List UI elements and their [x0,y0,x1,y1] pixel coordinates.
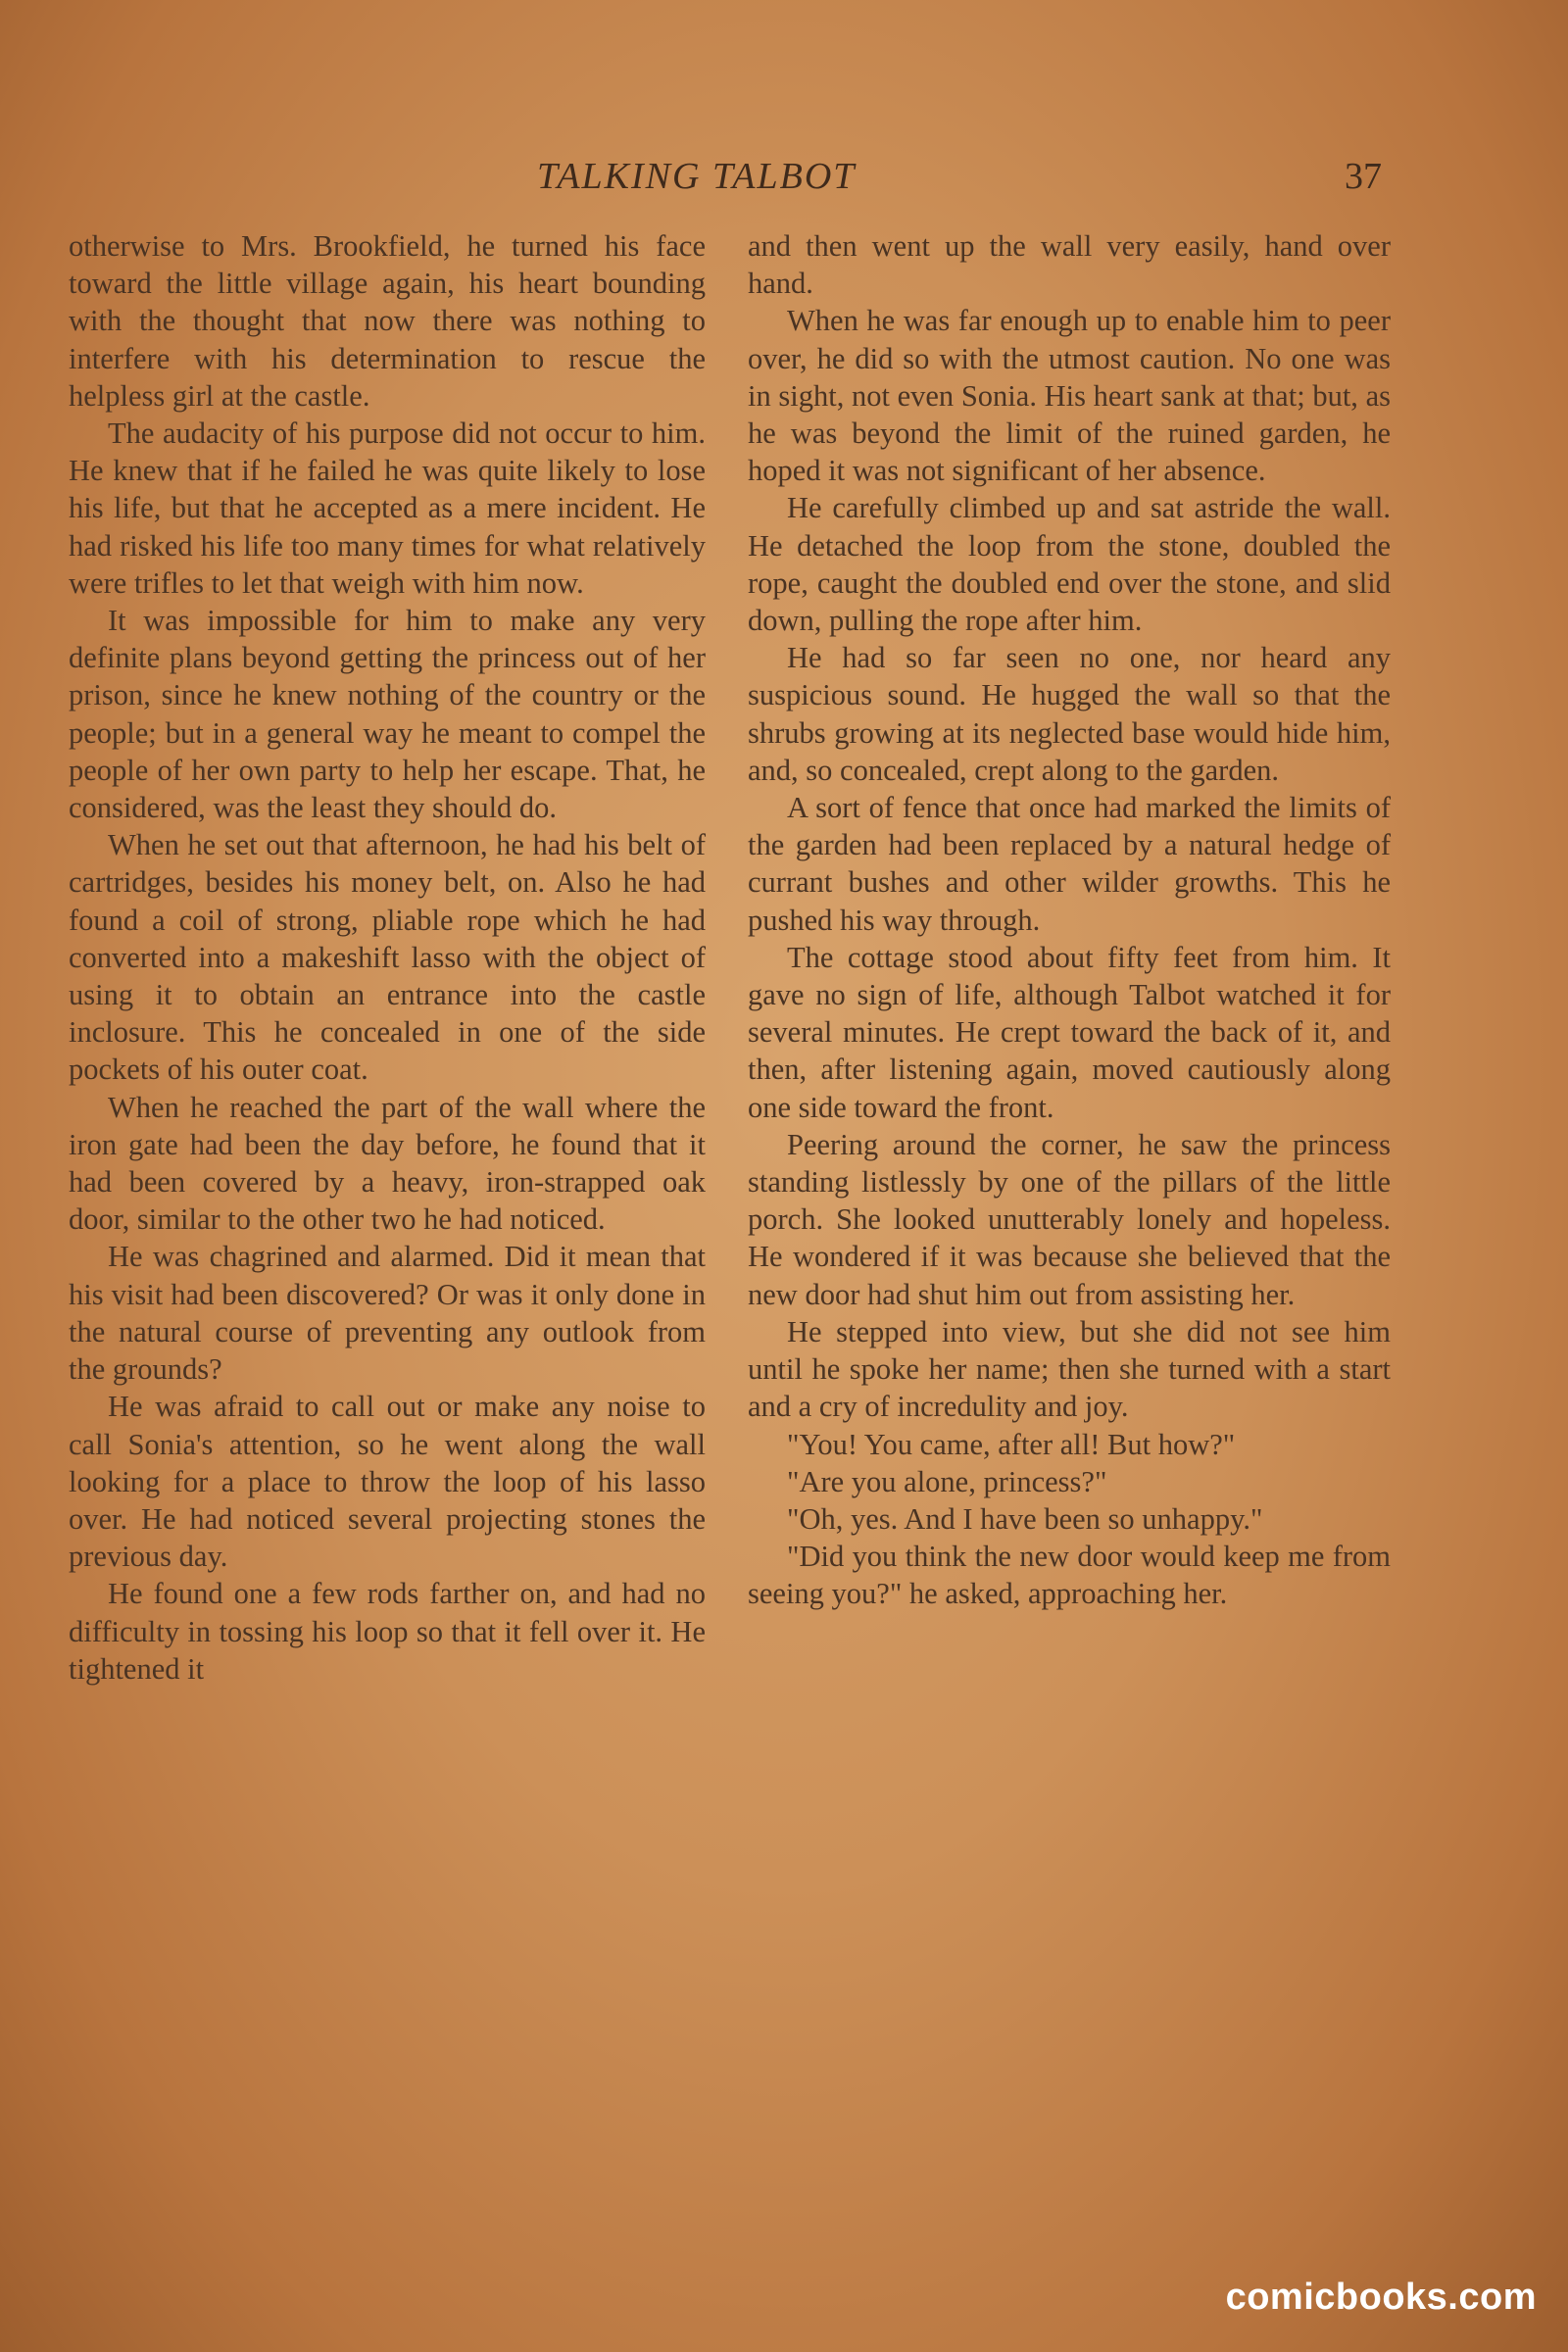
paragraph: The cottage stood about fifty feet from him. It gave no sign of life, although Talbot watched it for several minutes. He crept toward the back of it, and then, after listening again, moved cautiously along one side toward the front. [748,940,1391,1124]
paragraph: He found one a few rods farther on, and had no difficulty in tossing his loop so that it fell over it. He tightened it [69,1577,706,1686]
paragraph: "Oh, yes. And I have been so unhappy." [787,1501,1263,1536]
running-head [0,155,1568,204]
paragraph: "Are you alone, princess?" [787,1464,1107,1498]
right-column [748,227,1391,1613]
paragraph: and then went up the wall very easily, hand over hand. [748,229,1391,301]
paragraph: It was impossible for him to make any very definite plans beyond getting the princess out of her prison, since he knew nothing of the country or the people; but in a general way he meant to compel the people of her own party to help her escape. That, he considered, was the least they should do. [69,604,706,825]
paragraph: Peering around the corner, he saw the princess standing listlessly by one of the pillars of the little porch. She looked unutterably lonely and hopeless. He wondered if it was because she believed that the new door had shut him out from assisting her. [748,1127,1391,1311]
watermark: comicbooks.com [1225,2277,1537,2318]
paragraph: "Did you think the new door would keep me from seeing you?" he asked, approaching her. [748,1540,1391,1611]
paragraph: "You! You came, after all! But how?" [787,1427,1236,1461]
paragraph: He was chagrined and alarmed. Did it mean that his visit had been discovered? Or was it only done in the natural course of preventing any outlook from the grounds? [69,1240,706,1387]
paragraph: A sort of fence that once had marked the limits of the garden had been replaced by a natural hedge of currant bushes and other wilder growths. This he pushed his way through. [748,791,1391,937]
paragraph: When he was far enough up to enable him to peer over, he did so with the utmost caution. No one was in sight, not even Sonia. His heart sank at that; but, as he was beyond the limit of the ruined garden, he hoped it was not significant of her absence. [748,304,1391,488]
paragraph: He stepped into view, but she did not see him until he spoke her name; then she turned with a start and a cry of incredulity and joy. [748,1314,1391,1424]
paragraph: He had so far seen no one, nor heard any suspicious sound. He hugged the wall so that the shrubs growing at its neglected base would hide him, and, so concealed, crept along to the garden. [748,641,1391,787]
paragraph: The audacity of his purpose did not occur to him. He knew that if he failed he was quite likely to lose his life, but that he accepted as a mere incident. He had risked his life too many times for what relatively were trifles to let that weigh with him now. [69,416,706,600]
running-title: TALKING TALBOT [537,156,857,197]
paragraph: otherwise to Mrs. Brookfield, he turned his face toward the little village again, his heart bounding with the thought that now there was nothing to interfere with his determination to rescue the helpless girl at the castle. [69,229,706,413]
page-number: 37 [1345,156,1382,197]
paragraph: He was afraid to call out or make any noise to call Sonia's attention, so he went along the wall looking for a place to throw the loop of his lasso over. He had noticed several projecting stones the previous day. [69,1390,706,1574]
paragraph: He carefully climbed up and sat astride the wall. He detached the loop from the stone, doubled the rope, caught the doubled end over the stone, and slid down, pulling the rope after him. [748,491,1391,638]
left-column [69,227,706,1688]
paragraph: When he reached the part of the wall where the iron gate had been the day before, he found that it had been covered by a heavy, iron-strapped oak door, similar to the other two he had noticed. [69,1090,706,1237]
paragraph: When he set out that afternoon, he had his belt of cartridges, besides his money belt, on. Also he had found a coil of strong, pliable rope which he had converted into a makeshift lasso with the object of using it to obtain an entrance into the castle inclosure. This he concealed in one of the side pockets of his outer coat. [69,828,706,1087]
